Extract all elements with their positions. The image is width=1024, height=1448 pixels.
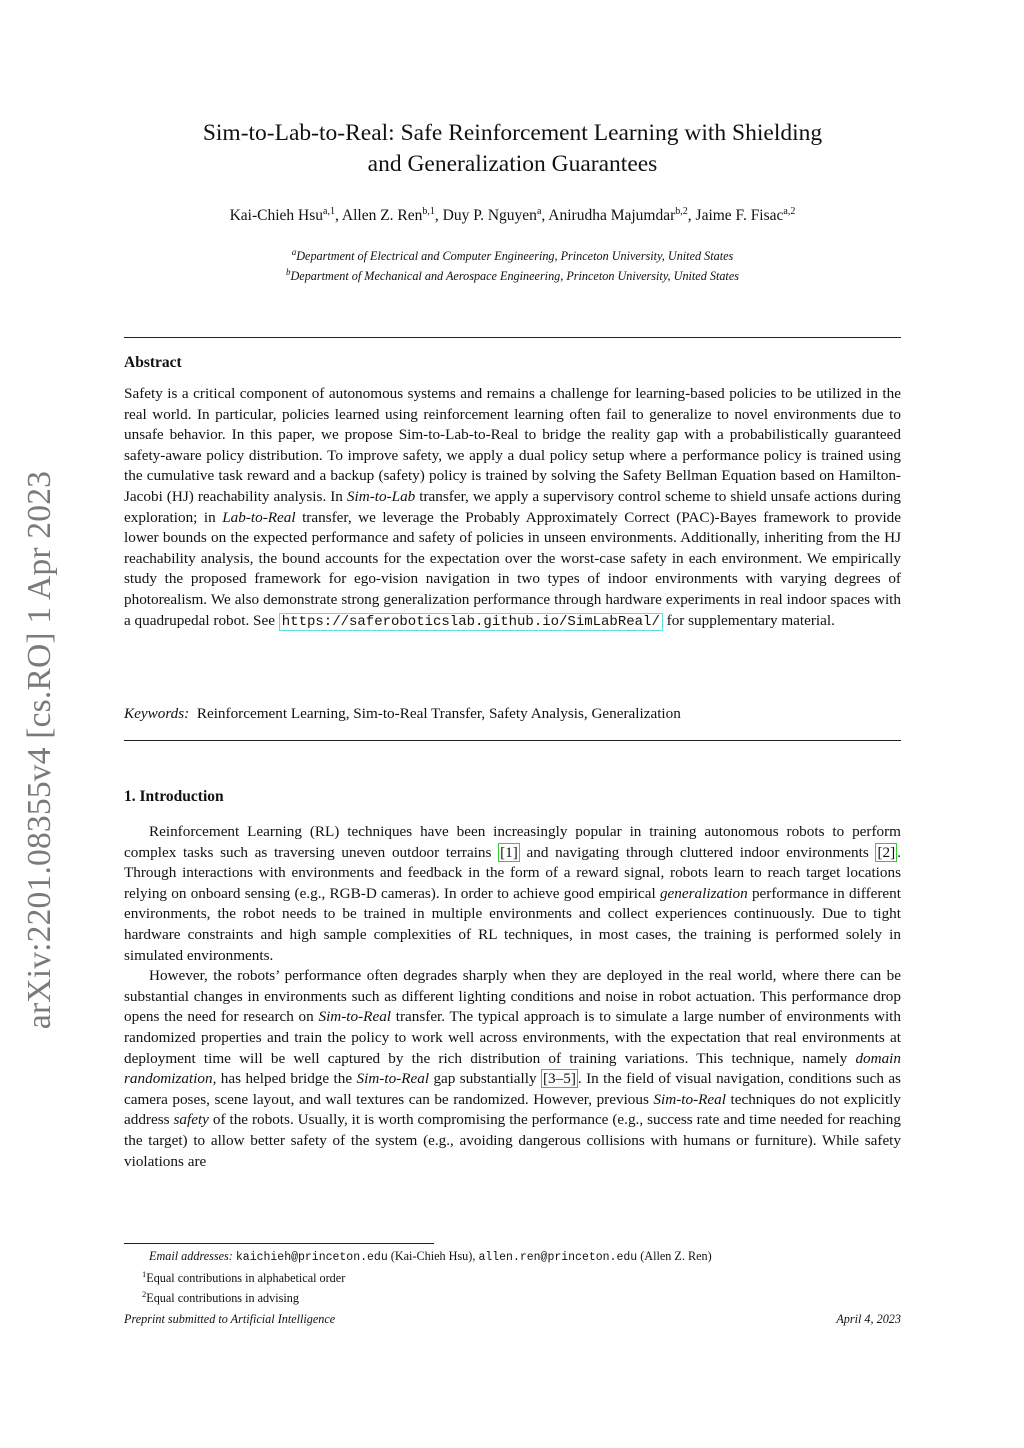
divider	[124, 740, 901, 741]
author: Allen Z. Ren$^{b,1}$	[341, 206, 435, 225]
footer-venue: Preprint submitted to Artificial Intelligence	[124, 1312, 336, 1326]
author: Jaime F. Fisac$^{a,2}$	[695, 206, 796, 225]
keywords-label: Keywords:	[124, 705, 190, 722]
arxiv-stamp	[10, 455, 70, 1045]
footnotes	[124, 1248, 901, 1306]
footnote-divider	[124, 1243, 434, 1244]
supplementary-link[interactable]: https://saferoboticslab.github.io/SimLabReal/	[279, 613, 663, 631]
email-addresses: Email addresses: kaichieh@princeton.edu (Kai-Chieh Hsu), allen.ren@princeton.edu (Allen Z. Ren)	[149, 1249, 712, 1264]
arxiv-identifier: arXiv:2201.08355v4 [cs.RO] 1 Apr 2023	[21, 470, 58, 1030]
citation-link[interactable]: [1]	[500, 843, 518, 861]
affiliation: $^b$Department of Mechanical and Aerospace Engineering, Princeton University, United States	[286, 267, 739, 284]
divider	[124, 337, 901, 338]
author: Anirudha Majumdar$^{b,2}$	[548, 206, 688, 225]
author: Duy P. Nguyen$^a$	[442, 206, 542, 225]
paper-title: Sim-to-Lab-to-Real: Safe Reinforcement Learning with Shielding and Generalization Guarantees	[202, 120, 823, 177]
page-footer	[124, 1312, 901, 1327]
footnote: $^1$Equal contributions in alphabetical order	[142, 1269, 346, 1286]
paragraph: However, the robots’ performance often degrades sharply when they are deployed in the real world, where there can be substantial changes in environments such as different lighting conditions and noise in robot actuation. This performance drop opens the need for research on Sim-to-Real transfer. The typical approach is to simulate a large number of environments with randomized properties and train the policy to work well across environments, with the expectation that real environments at deployment time will be well captured by the rich distribution of training variations. This technique, namely domain randomization, has helped bridge the Sim-to-Real gap substantially [3–5] . In the field of visual navigation, conditions such as camera poses, scene layout, and wall textures can be randomized. However, previous Sim-to-Real techniques do not explicitly address safety of the robots. Usually, it is worth compromising the performance (e.g., success rate and time needed for reaching the target) to allow better safety of the system (e.g., avoiding dangerous collisions with humans or furniture). While safety violations are	[124, 967, 901, 1170]
affiliation: $^a$Department of Electrical and Computer Engineering, Princeton University, United States	[291, 247, 734, 264]
email-link[interactable]: kaichieh@princeton.edu	[235, 1251, 388, 1264]
paragraph: Reinforcement Learning (RL) techniques have been increasingly popular in training autonomous robots to perform complex tasks such as traversing uneven outdoor terrains [1] and navigating through cluttered indoor environments [2] . Through interactions with environments and feedback in the form of a reward signal, robots learn to reach target locations relying on onboard sensing (e.g., RGB-D cameras). In order to achieve good empirical generalization performance in different environments, the robot needs to be trained in multiple environments and collect experiences continuously. Due to tight hardware constraints and high sample complexities of RL techniques, in most cases, the training is performed solely in simulated environments.	[124, 823, 901, 964]
abstract-heading: Abstract	[124, 354, 182, 371]
citation-link[interactable]: [2]	[877, 843, 896, 861]
footer-date: April 4, 2023	[836, 1312, 901, 1326]
footnote: $^2$Equal contributions in advising	[142, 1289, 299, 1306]
author: Kai-Chieh Hsu$^{a,1}$	[229, 206, 335, 225]
citation-link[interactable]: [3–5]	[542, 1070, 576, 1088]
author-list: Kai-Chieh Hsu$^{a,1}$, Allen Z. Ren$^{b,1}$, Duy P. Nguyen$^a$, Anirudha Majumdar$^{b,2}$, Jaime F. Fisac$^{a,2}$	[229, 206, 796, 225]
abstract-text: Safety is a critical component of autonomous systems and remains a challenge for learning-based policies to be utilized in the real world. In particular, policies learned using reinforcement learning often fail to generalize to novel environments due to unsafe behavior. In this paper, we propose Sim-to-Lab-to-Real to bridge the reality gap with a probabilistically guaranteed safety-aware policy distribution. To improve safety, we apply a dual policy setup where a performance policy is trained using the cumulative task reward and a backup (safety) policy is trained by solving the Safety Bellman Equation based on Hamilton-Jacobi (HJ) reachability analysis. In Sim-to-Lab transfer, we apply a supervisory control scheme to shield unsafe actions during exploration; in Lab-to-Real transfer, we leverage the Probably Approximately Correct (PAC)-Bayes framework to provide lower bounds on the expected performance and safety of policies in unseen environments. Additionally, inheriting from the HJ reachability analysis, the bound accounts for the expectation over the worst-case safety in each environment. We empirically study the proposed framework for ego-vision navigation in two types of indoor environments with varying degrees of photorealism. We also demonstrate strong generalization performance through hardware experiments in real indoor spaces with a quadrupedal robot. See https://saferoboticslab.github.io/SimLabReal/ for supplementary material.	[124, 385, 902, 630]
section-heading-introduction: 1. Introduction	[124, 788, 224, 805]
email-link[interactable]: allen.ren@princeton.edu	[478, 1251, 638, 1264]
affiliations	[124, 244, 901, 284]
keywords-list: Reinforcement Learning, Sim-to-Real Transfer, Safety Analysis, Generalization	[196, 705, 681, 722]
keywords	[124, 705, 901, 723]
introduction-body	[124, 822, 901, 1172]
